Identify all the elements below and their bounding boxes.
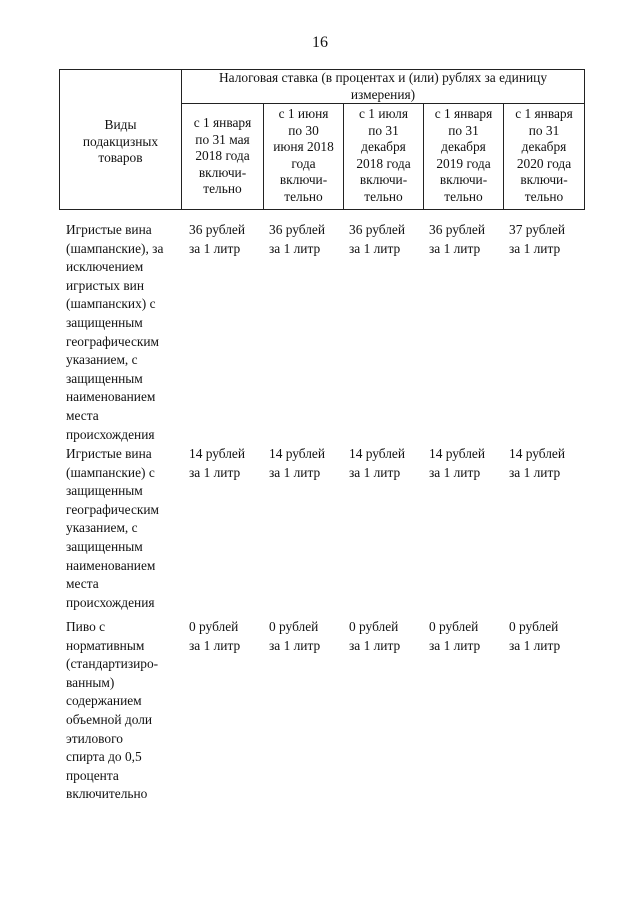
rate-amount: 36 рублей — [429, 222, 486, 237]
product-name-line: места — [66, 407, 99, 423]
product-name-line: процента — [66, 767, 119, 783]
rate-cell — [189, 618, 240, 655]
row-header-title-line: товаров — [98, 150, 143, 166]
rate-amount: 14 рублей — [269, 446, 326, 461]
rate-unit: за 1 литр — [349, 637, 401, 653]
row-header-title-line: Виды — [104, 117, 137, 132]
rate-cell — [349, 221, 405, 258]
rate-header-line: измерения) — [350, 86, 416, 102]
period-line: 2018 года — [356, 155, 411, 171]
rate-amount: 36 рублей — [349, 222, 406, 237]
period-header-2 — [264, 106, 343, 206]
rate-amount: 0 рублей — [189, 619, 239, 634]
product-name-line: исключением — [66, 259, 144, 275]
period-header-5 — [504, 106, 584, 206]
product-name-line: этилового — [66, 730, 123, 746]
period-line: тельно — [444, 188, 483, 204]
period-line: по 31 мая — [195, 131, 250, 147]
product-name-line: места — [66, 576, 99, 592]
period-line: декабря — [361, 139, 406, 155]
rate-unit: за 1 литр — [189, 464, 241, 480]
rate-amount: 14 рублей — [189, 446, 246, 461]
product-name-cell — [66, 445, 159, 612]
rate-amount: 0 рублей — [269, 619, 319, 634]
rate-unit: за 1 литр — [509, 637, 561, 653]
period-line: по 31 — [448, 122, 479, 138]
rate-unit: за 1 литр — [189, 240, 241, 256]
period-line: с 1 января — [515, 106, 573, 121]
rate-amount: 14 рублей — [509, 446, 566, 461]
period-line: 2020 года — [516, 155, 572, 171]
rate-unit: за 1 литр — [429, 464, 481, 480]
rate-header-line: Налоговая ставка (в процентах и (или) рублях за единицу — [218, 70, 548, 85]
period-header-3 — [344, 106, 423, 206]
product-name-line: объемной доли — [66, 711, 153, 727]
row-header-title — [60, 117, 181, 167]
period-line: тельно — [364, 188, 403, 204]
product-name-line: географическим — [66, 333, 160, 349]
rate-amount: 36 рублей — [189, 222, 246, 237]
rate-cell — [509, 445, 565, 482]
product-name-line: ванным) — [66, 674, 115, 690]
product-name-line: наименованием — [66, 557, 156, 573]
product-name-line: происхождения — [66, 426, 155, 442]
rate-cell — [269, 221, 325, 258]
product-name-line: указанием, с — [66, 520, 138, 536]
period-line: с 1 июня — [278, 106, 329, 121]
product-name-line: (стандартизиро- — [66, 656, 159, 672]
product-name-line: защищенным — [66, 538, 143, 554]
product-name-line: Игристые вина — [66, 222, 152, 237]
rate-unit: за 1 литр — [269, 240, 321, 256]
rate-unit: за 1 литр — [429, 240, 481, 256]
page-number: 16 — [312, 34, 328, 51]
product-name-line: наименованием — [66, 389, 156, 405]
period-line: декабря — [521, 139, 567, 155]
period-line: тельно — [203, 181, 242, 197]
product-name-line: нормативным — [66, 637, 145, 653]
rate-amount: 0 рублей — [349, 619, 399, 634]
product-name-line: включительно — [66, 786, 148, 802]
row-header-title-line: подакцизных — [82, 133, 159, 149]
period-line: включи- — [279, 172, 328, 188]
product-name-line: указанием, с — [66, 352, 138, 368]
rate-cell — [269, 445, 325, 482]
product-name-line: географическим — [66, 501, 160, 517]
period-header-1 — [182, 115, 263, 198]
period-line: декабря — [441, 139, 486, 155]
product-name-line: (шампанские), за — [66, 240, 164, 256]
rate-cell — [189, 445, 245, 482]
rate-cell — [429, 618, 480, 655]
period-line: включи- — [359, 172, 408, 188]
rate-cell — [189, 221, 245, 258]
period-line: 2019 года — [436, 155, 491, 171]
rate-cell — [429, 221, 485, 258]
period-line: по 31 — [368, 122, 399, 138]
rate-amount: 0 рублей — [429, 619, 479, 634]
product-name-line: содержанием — [66, 693, 142, 709]
rate-cell — [429, 445, 485, 482]
rate-unit: за 1 литр — [349, 240, 401, 256]
period-line: с 1 января — [434, 106, 493, 121]
period-line: тельно — [524, 188, 564, 204]
period-line: с 1 июля — [358, 106, 408, 121]
rate-cell — [349, 618, 400, 655]
period-header-4 — [424, 106, 503, 206]
product-name-cell — [66, 221, 163, 444]
rate-amount: 37 рублей — [509, 222, 566, 237]
rate-unit: за 1 литр — [269, 464, 321, 480]
table-right-border — [584, 69, 585, 210]
rate-unit: за 1 литр — [269, 637, 321, 653]
product-name-line: Пиво с — [66, 619, 106, 634]
rate-unit: за 1 литр — [189, 637, 241, 653]
product-name-line: защищенным — [66, 483, 143, 499]
rate-cell — [509, 221, 565, 258]
period-line: по 31 — [528, 122, 560, 138]
rate-amount: 0 рублей — [509, 619, 559, 634]
product-name-line: защищенным — [66, 370, 143, 386]
rate-amount: 14 рублей — [349, 446, 406, 461]
period-line: 2018 года — [195, 148, 250, 164]
period-line: года — [291, 155, 316, 171]
period-line: с 1 января — [193, 115, 252, 130]
product-name-cell — [66, 618, 158, 804]
rate-header — [182, 70, 584, 103]
period-line: июня 2018 — [273, 139, 334, 155]
rate-cell — [509, 618, 560, 655]
period-line: включи- — [520, 172, 568, 188]
product-name-line: (шампанских) с — [66, 296, 156, 312]
rate-cell — [349, 445, 405, 482]
rate-amount: 14 рублей — [429, 446, 486, 461]
period-line: тельно — [284, 188, 323, 204]
period-line: по 30 — [288, 122, 319, 138]
rate-unit: за 1 литр — [349, 464, 401, 480]
rate-cell — [269, 618, 320, 655]
product-name-line: (шампанские) с — [66, 464, 155, 480]
rate-unit: за 1 литр — [509, 464, 561, 480]
period-line: включи- — [439, 172, 488, 188]
product-name-line: спирта до 0,5 — [66, 749, 142, 765]
product-name-line: Игристые вина — [66, 446, 152, 461]
period-line: включи- — [198, 164, 247, 180]
product-name-line: игристых вин — [66, 277, 145, 293]
product-name-line: защищенным — [66, 314, 143, 330]
rate-unit: за 1 литр — [509, 240, 561, 256]
rate-unit: за 1 литр — [429, 637, 481, 653]
rate-amount: 36 рублей — [269, 222, 326, 237]
product-name-line: происхождения — [66, 594, 155, 610]
table-header-bottom-border — [59, 209, 585, 210]
